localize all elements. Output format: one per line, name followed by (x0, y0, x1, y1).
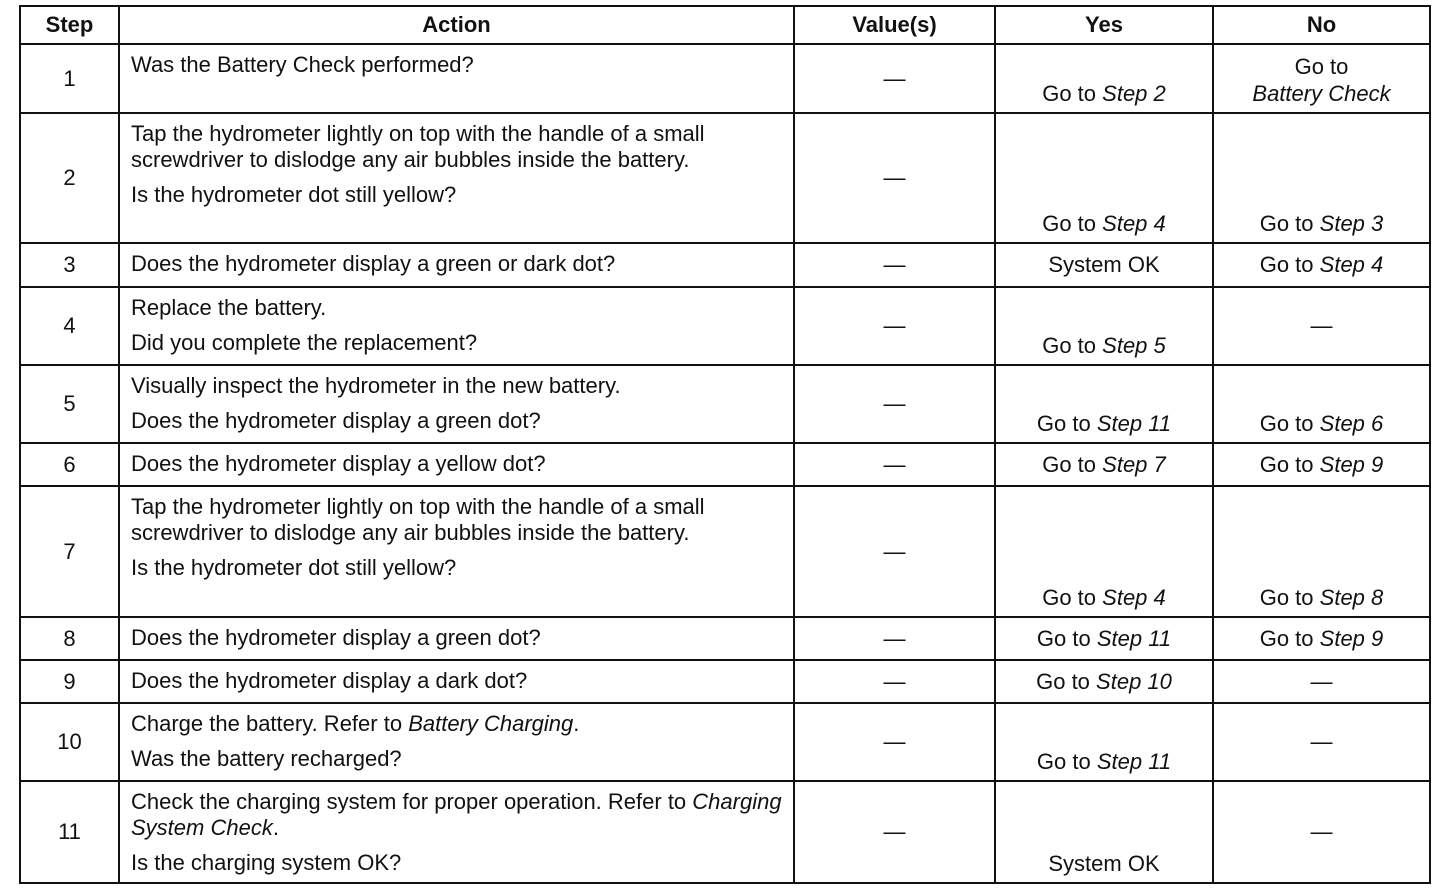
step-link[interactable]: Step 4 (1319, 252, 1384, 277)
step-link[interactable]: Step 5 (1102, 333, 1166, 358)
action-question: Is the hydrometer dot still yellow? (131, 182, 457, 207)
step-link[interactable]: Step 9 (1319, 625, 1384, 651)
action-cell (119, 287, 794, 365)
step-number: 1 (20, 44, 119, 113)
action-text-part: Charge the battery. Refer to (131, 711, 409, 736)
table-row (20, 243, 1430, 287)
yes-cell (995, 617, 1213, 660)
step-number: 4 (20, 287, 119, 365)
table-row (20, 443, 1430, 486)
header-yes: Yes (995, 6, 1213, 44)
action-question: Did you complete the replacement? (131, 330, 478, 355)
table-row (20, 44, 1430, 113)
value-cell: — (794, 44, 995, 113)
step-link[interactable]: Step 11 (1096, 625, 1172, 651)
no-cell (1213, 486, 1430, 617)
no-cell (1213, 113, 1430, 243)
action-cell (119, 617, 794, 660)
step-number: 6 (20, 443, 119, 486)
yes-cell (995, 287, 1213, 365)
action-text: Replace the battery. (131, 295, 327, 320)
goto-prefix: Go to (1042, 81, 1097, 106)
action-text-part: . (272, 815, 279, 840)
action-cell (119, 660, 794, 703)
value-cell: — (794, 365, 995, 443)
goto-prefix: Go to (1259, 585, 1314, 610)
step-number: 7 (20, 486, 119, 617)
value-cell: — (794, 243, 995, 287)
table-row (20, 287, 1430, 365)
value-cell: — (794, 287, 995, 365)
no-cell: — (1213, 287, 1430, 365)
step-link[interactable]: Step 4 (1102, 585, 1166, 610)
no-cell (1213, 44, 1430, 113)
action-cell (119, 443, 794, 486)
table-row (20, 113, 1430, 243)
goto-prefix: Go to (1042, 585, 1097, 610)
step-number: 8 (20, 617, 119, 660)
action-text: Visually inspect the hydrometer in the new battery. (131, 373, 621, 398)
action-text: Does the hydrometer display a dark dot? (131, 668, 528, 693)
table-row (20, 703, 1430, 781)
step-number: 5 (20, 365, 119, 443)
no-cell (1213, 365, 1430, 443)
action-text-part: Check the charging system for proper operation. Refer to (131, 789, 693, 814)
action-cell (119, 243, 794, 287)
step-number: 9 (20, 660, 119, 703)
action-text (131, 789, 783, 841)
table-header-row (20, 6, 1430, 44)
action-text: Does the hydrometer display a yellow dot? (131, 451, 546, 476)
action-text: Tap the hydrometer lightly on top with the handle of a small screwdriver to dislodge any air bubbles inside the battery. (131, 494, 705, 545)
step-link[interactable]: Step 2 (1102, 81, 1166, 106)
action-cell (119, 486, 794, 617)
goto-prefix: Go to (1036, 749, 1091, 774)
value-cell: — (794, 781, 995, 883)
action-text-part: . (573, 711, 580, 736)
step-link[interactable]: Step 6 (1319, 411, 1384, 436)
goto-prefix: Go to (1042, 211, 1097, 236)
yes-cell (995, 660, 1213, 703)
table-row (20, 617, 1430, 660)
table-row (20, 365, 1430, 443)
battery-charging-link[interactable]: Battery Charging (408, 711, 574, 736)
table-row (20, 781, 1430, 883)
step-link[interactable]: Step 7 (1102, 451, 1166, 477)
action-text: Does the hydrometer display a green dot? (131, 625, 541, 650)
action-text: Does the hydrometer display a green or dark dot? (131, 251, 616, 276)
action-question: Is the charging system OK? (131, 850, 402, 875)
header-action: Action (119, 6, 794, 44)
action-cell (119, 703, 794, 781)
no-cell: — (1213, 660, 1430, 703)
step-link[interactable]: Step 11 (1096, 411, 1172, 436)
yes-cell (995, 113, 1213, 243)
no-cell (1213, 443, 1430, 486)
goto-prefix: Go to (1036, 411, 1091, 436)
goto-prefix: Go to (1259, 411, 1314, 436)
action-text (131, 711, 783, 737)
header-values: Value(s) (794, 6, 995, 44)
value-cell: — (794, 617, 995, 660)
step-link[interactable]: Step 9 (1319, 451, 1384, 477)
value-cell: — (794, 703, 995, 781)
no-cell: — (1213, 781, 1430, 883)
step-number: 2 (20, 113, 119, 243)
goto-prefix: Go to (1036, 668, 1090, 694)
action-cell (119, 44, 794, 113)
no-cell (1213, 243, 1430, 287)
diagnostic-table (19, 5, 1431, 884)
yes-cell: System OK (995, 243, 1213, 287)
value-cell: — (794, 486, 995, 617)
yes-cell (995, 44, 1213, 113)
yes-cell (995, 486, 1213, 617)
step-link[interactable]: Step 10 (1096, 668, 1172, 694)
goto-prefix: Go to (1259, 451, 1314, 477)
table-row (20, 486, 1430, 617)
action-question: Does the hydrometer display a green dot? (131, 408, 541, 433)
action-question: Is the hydrometer dot still yellow? (131, 555, 457, 580)
step-link[interactable]: Step 11 (1096, 749, 1172, 774)
value-cell: — (794, 113, 995, 243)
header-no: No (1213, 6, 1430, 44)
battery-check-link[interactable]: Battery Check (1252, 81, 1391, 106)
step-link[interactable]: Step 8 (1319, 585, 1384, 610)
goto-prefix: Go to (1259, 211, 1314, 236)
goto-prefix: Go to (1036, 625, 1091, 651)
action-text: Was the Battery Check performed? (131, 52, 474, 77)
step-link[interactable]: Step 4 (1102, 211, 1166, 236)
charging-system-check-link[interactable]: Charging System Check (131, 789, 782, 840)
step-number: 11 (20, 781, 119, 883)
yes-cell (995, 443, 1213, 486)
yes-cell (995, 365, 1213, 443)
goto-prefix: Go to (1259, 625, 1314, 651)
action-cell (119, 113, 794, 243)
yes-cell: System OK (995, 781, 1213, 883)
table-row (20, 660, 1430, 703)
goto-prefix: Go to (1042, 333, 1097, 358)
value-cell: — (794, 443, 995, 486)
goto-prefix: Go to (1294, 54, 1349, 79)
yes-cell (995, 703, 1213, 781)
no-cell: — (1213, 703, 1430, 781)
value-cell: — (794, 660, 995, 703)
action-cell (119, 365, 794, 443)
step-link[interactable]: Step 3 (1319, 211, 1384, 236)
step-number: 3 (20, 243, 119, 287)
step-number: 10 (20, 703, 119, 781)
header-step: Step (20, 6, 119, 44)
goto-prefix: Go to (1259, 252, 1314, 277)
goto-prefix: Go to (1042, 451, 1097, 477)
action-cell (119, 781, 794, 883)
action-question: Was the battery recharged? (131, 746, 402, 771)
no-cell (1213, 617, 1430, 660)
action-text: Tap the hydrometer lightly on top with the handle of a small screwdriver to dislodge any air bubbles inside the battery. (131, 121, 705, 172)
